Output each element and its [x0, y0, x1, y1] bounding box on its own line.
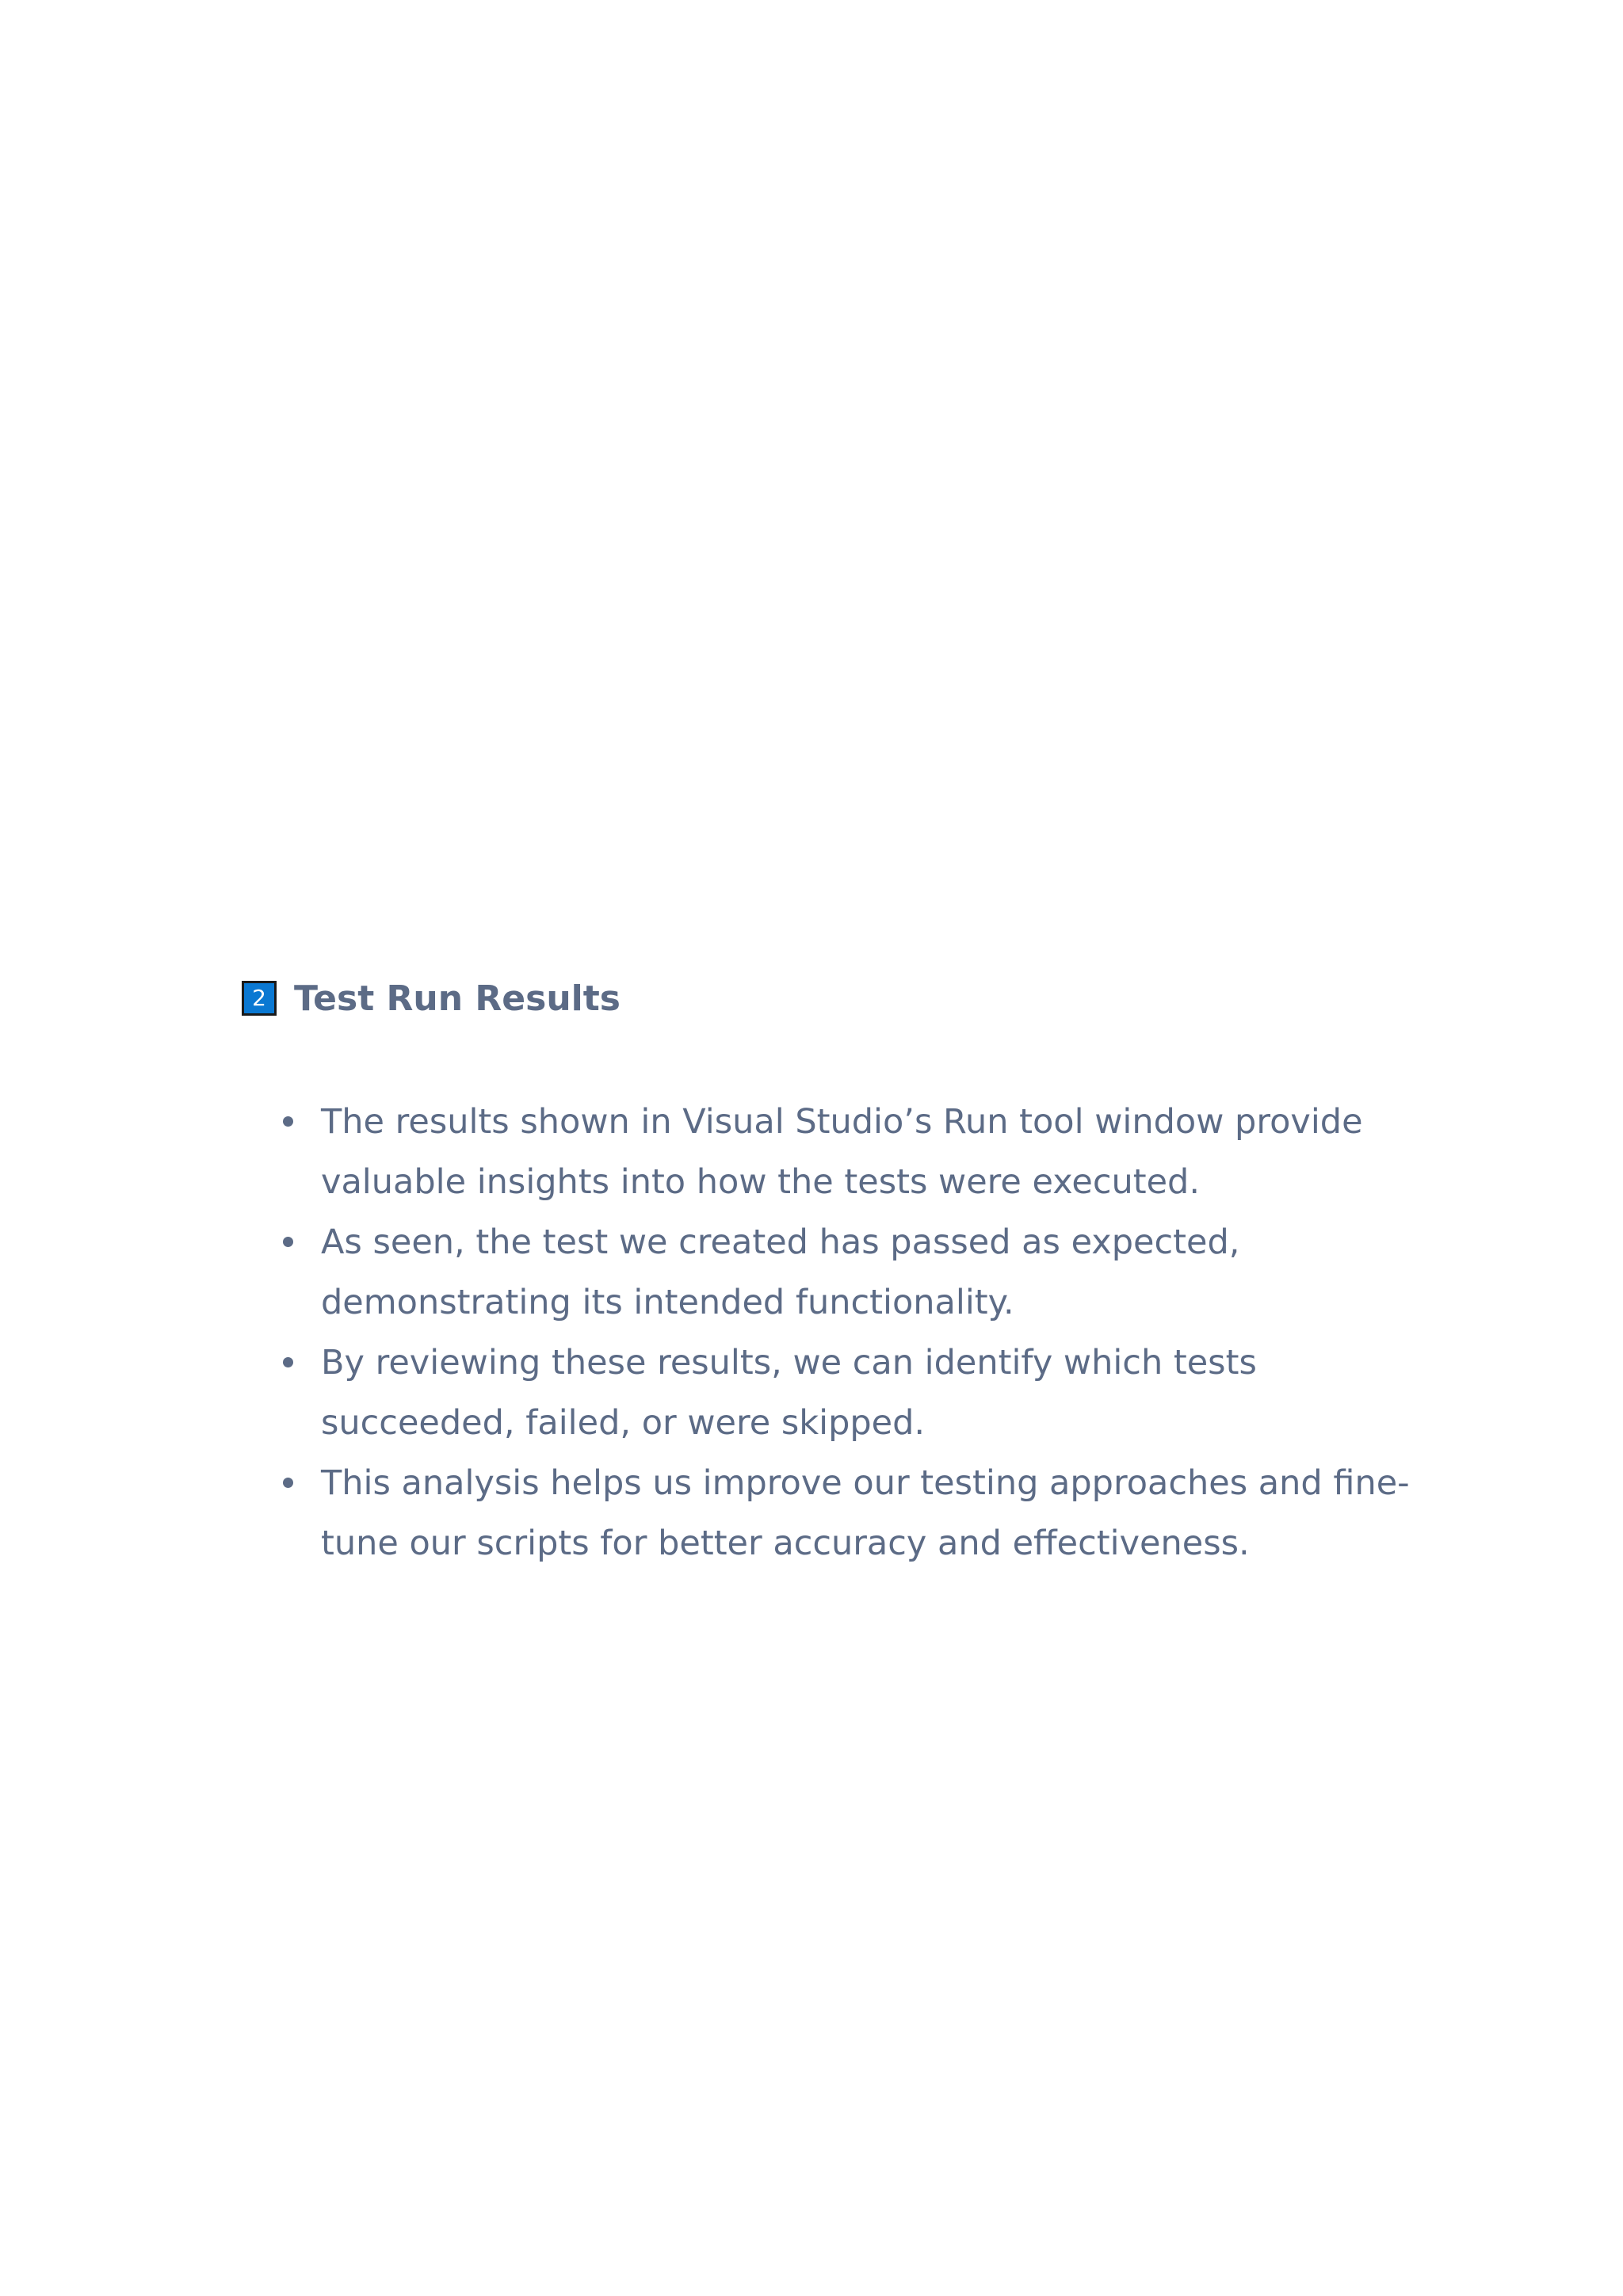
list-item — [242, 1092, 1430, 1212]
list-item — [242, 1453, 1430, 1573]
bullet-dot-icon — [283, 1116, 293, 1127]
section-heading — [242, 973, 1430, 1024]
list-item-text: As seen, the test we created has passed as expected, demonstrating its intended functionality. — [321, 1222, 1240, 1322]
bullet-dot-icon — [283, 1237, 293, 1247]
content-section — [242, 973, 1430, 1563]
section-number-badge: 2 — [242, 981, 277, 1016]
list-item-text: The results shown in Visual Studio’s Run tool window provide valuable insights into how the tests were executed. — [321, 1102, 1363, 1202]
section-title: Test Run Results — [294, 978, 621, 1019]
list-item — [242, 1333, 1430, 1453]
list-item — [242, 1212, 1430, 1333]
bullet-list — [242, 1092, 1430, 1573]
bullet-dot-icon — [283, 1478, 293, 1488]
list-item-text: By reviewing these results, we can identify which tests succeeded, failed, or were skipped. — [321, 1343, 1257, 1443]
list-item-text: This analysis helps us improve our testing approaches and fine-tune our scripts for better accuracy and effectiveness. — [321, 1463, 1410, 1563]
bullet-dot-icon — [283, 1357, 293, 1367]
